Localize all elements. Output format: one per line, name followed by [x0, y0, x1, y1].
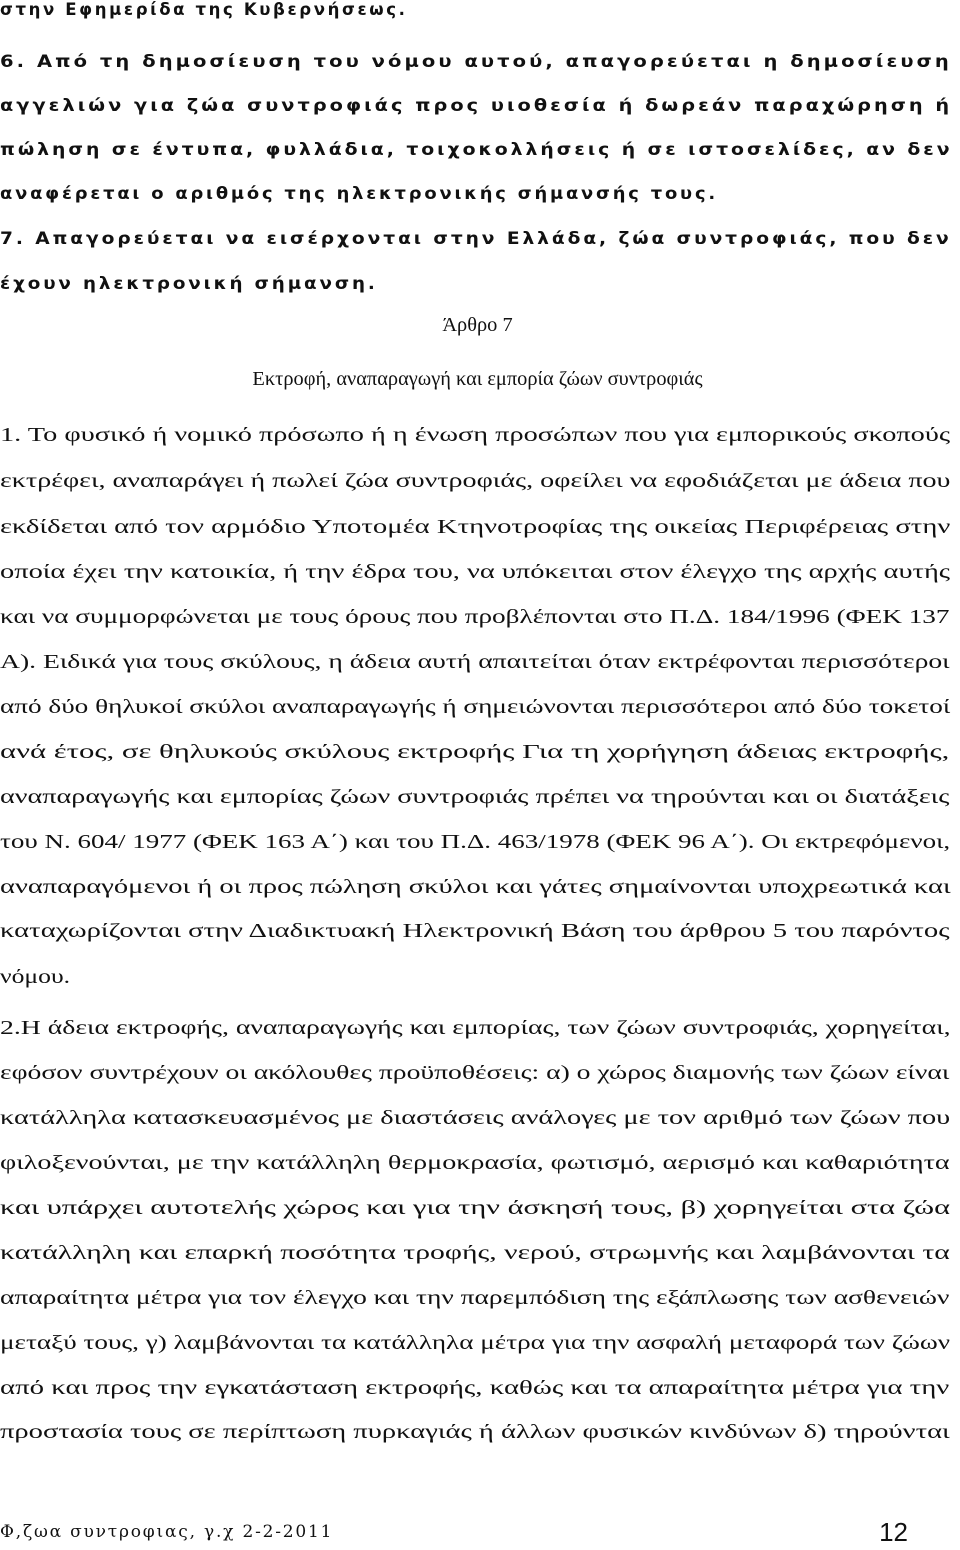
page-number: 12: [879, 1517, 908, 1547]
text-line: αγγελιών για ζώα συντροφιάς προς υιοθεσία ή δωρεάν παραχώρηση ή: [0, 96, 953, 115]
text-line: καταχωρίζονται στην Διαδικτυακή Ηλεκτρονική Βάση του άρθρου 5 του παρόντος: [0, 920, 950, 942]
text-line: οποία έχει την κατοικία, ή την έδρα του, να υπόκειται στον έλεγχο της αρχής αυτής: [0, 561, 951, 583]
text-line: αναπαραγωγής και εμπορίας ζώων συντροφιάς πρέπει να τηρούνται και οι διατάξεις: [0, 786, 950, 808]
text-line: έχουν ηλεκτρονική σήμανση.: [0, 274, 378, 293]
text-line: 7. Απαγορεύεται να εισέρχονται στην Ελλάδα, ζώα συντροφιάς, που δεν: [0, 229, 952, 248]
text-line: νόμου.: [0, 966, 71, 988]
text-line: αναπαραγόμενοι ή οι προς πώληση σκύλοι και γάτες σημαίνονται υποχρεωτικά και: [0, 876, 951, 898]
text-line: προστασία τους σε περίπτωση πυρκαγιάς ή άλλων φυσικών κινδύνων δ) τηρούνται: [0, 1421, 950, 1443]
text-line: από δύο θηλυκοί σκύλοι αναπαραγωγής ή σημειώνονται περισσότεροι από δύο τοκετοί: [0, 696, 951, 718]
footer-title: Φ,ζωα συντροφιας, γ.χ 2-2-2011: [0, 1522, 334, 1542]
text-line: εκδίδεται από τον αρμόδιο Υποτομέα Κτηνοτροφίας της οικείας Περιφέρειας στην: [0, 516, 951, 538]
text-line: και να συμμορφώνεται με τους όρους που προβλέπονται στο Π.Δ. 184/1996 (ΦΕΚ 137: [0, 606, 950, 628]
text-line: μεταξύ τους, γ) λαμβάνονται τα κατάλληλα μέτρα για την ασφαλή μεταφορά των ζώων: [0, 1332, 951, 1354]
text-line: από και προς την εγκατάσταση εκτροφής, καθώς και τα απαραίτητα μέτρα για την: [0, 1377, 950, 1399]
text-line: κατάλληλη και επαρκή ποσότητα τροφής, νερού, στρωμνής και λαμβάνονται τα: [0, 1242, 950, 1264]
text-line: ανά έτος, σε θηλυκούς σκύλους εκτροφής Για τη χορήγηση άδειας εκτροφής,: [0, 741, 950, 763]
text-line: Άρθρο 7: [442, 314, 513, 336]
text-line: φιλοξενούνται, με την κατάλληλη θερμοκρασία, φωτισμό, αερισμό και καθαριότητα: [0, 1152, 950, 1174]
text-line: απαραίτητα μέτρα για τον έλεγχο και την παρεμπόδιση της εξάπλωσης των ασθενειών: [0, 1287, 950, 1309]
text-line: εφόσον συντρέχουν οι ακόλουθες προϋποθέσεις: α) ο χώρος διαμονής των ζώων είναι: [0, 1062, 950, 1084]
text-line: εκτρέφει, αναπαράγει ή πωλεί ζώα συντροφιάς, οφείλει να εφοδιάζεται με άδεια που: [0, 470, 951, 492]
text-line: 1. Το φυσικό ή νομικό πρόσωπο ή η ένωση προσώπων που για εμπορικούς σκοπούς: [0, 424, 951, 446]
text-line: Εκτροφή, αναπαραγωγή και εμπορία ζώων συντροφιάς: [252, 368, 703, 390]
text-line: του Ν. 604/ 1977 (ΦΕΚ 163 Α΄) και του Π.Δ. 463/1978 (ΦΕΚ 96 Α΄). Οι εκτρεφόμενοι,: [0, 831, 951, 853]
text-line: 2.Η άδεια εκτροφής, αναπαραγωγής και εμπορίας, των ζώων συντροφιάς, χορηγείται,: [0, 1017, 951, 1039]
text-line: και υπάρχει αυτοτελής χώρος και για την άσκησή τους, β) χορηγείται στα ζώα: [0, 1197, 951, 1219]
text-line: 6. Από τη δημοσίευση του νόμου αυτού, απαγορεύεται η δημοσίευση: [0, 52, 952, 71]
text-line: κατάλληλα κατασκευασμένος με διαστάσεις ανάλογες με τον αριθμό των ζώων που: [0, 1107, 951, 1129]
text-line: Α). Ειδικά για τους σκύλους, η άδεια αυτή απαιτείται όταν εκτρέφονται περισσότεροι: [0, 651, 950, 673]
text-line: πώληση σε έντυπα, φυλλάδια, τοιχοκολλήσεις ή σε ιστοσελίδες, αν δεν: [0, 140, 953, 159]
text-line: αναφέρεται ο αριθμός της ηλεκτρονικής σήμανσής τους.: [0, 184, 718, 203]
text-line: στην Εφημερίδα της Κυβερνήσεως.: [0, 0, 408, 19]
